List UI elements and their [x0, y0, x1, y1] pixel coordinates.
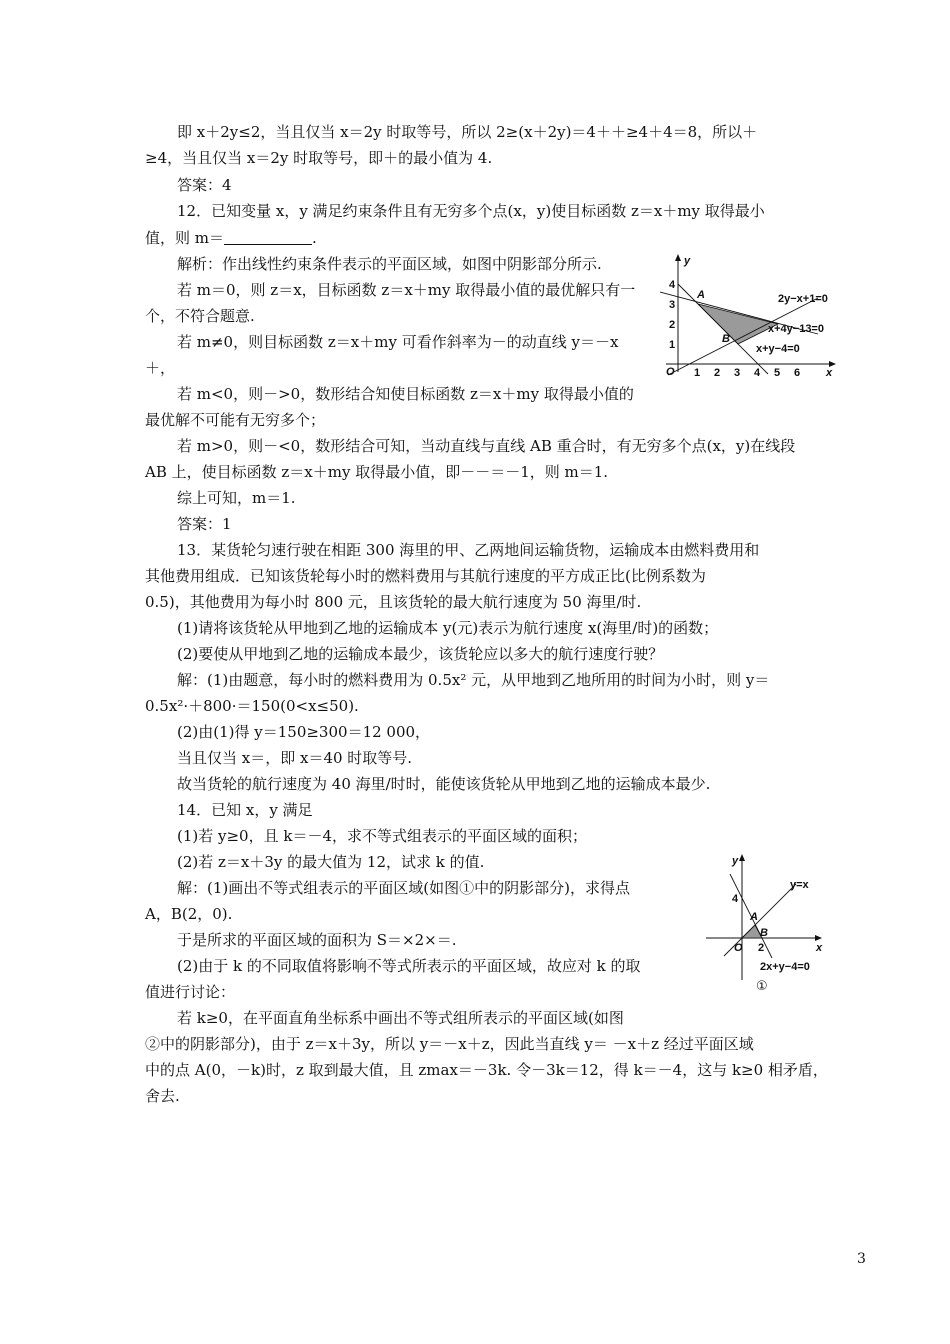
text-line: 若 m<0，则－>0，数形结合知使目标函数 z＝x＋my 取得最小值的: [177, 385, 634, 403]
figure-linear-region: [660, 254, 840, 376]
text-line: (2)要使从甲地到乙地的运输成本最少，该货轮应以多大的航行速度行驶？: [177, 645, 664, 663]
text-line: 若 m>0，则－<0，数形结合可知，当动直线与直线 AB 重合时，有无穷多个点(x，y)在线段: [177, 437, 796, 455]
text-line: (1)若 y≥0，且 k＝－4，求不等式组表示的平面区域的面积；: [177, 827, 588, 845]
shaded-region: [698, 304, 778, 344]
ytick-3: 3: [669, 299, 676, 311]
text-line: 故当货轮的航行速度为 40 海里/时时，能使该货轮从甲地到乙地的运输成本最少.: [177, 775, 711, 793]
ytick-4: 4: [732, 893, 739, 905]
axis-y-label: y: [732, 855, 739, 867]
text-line: (2)由于 k 的不同取值将影响不等式所表示的平面区域，故应对 k 的取: [177, 957, 641, 975]
text-line: 即 x＋2y≤2，当且仅当 x＝2y 时取等号，所以 2≥(x＋2y)＝4＋＋≥4＋4＝8，所以＋: [177, 123, 758, 141]
text-line: A，B(2，0).: [145, 905, 233, 923]
ytick-1: 1: [669, 339, 676, 351]
text-line: AB 上，使目标函数 z＝x＋my 取得最小值，即－－＝－1，则 m＝1.: [145, 463, 609, 481]
text-line: ②中的阴影部分)，由于 z＝x＋3y，所以 y＝－x＋z，因此当直线 y＝ －x＋z 经过平面区域: [145, 1035, 754, 1053]
ytick-2: 2: [669, 319, 676, 331]
line-yx-label: y=x: [790, 879, 809, 891]
text-line: 中的点 A(0，－k)时，z 取到最大值，且 zmax＝－3k. 令－3k＝12，得 k＝－4，这与 k≥0 相矛盾，: [145, 1061, 828, 1079]
figure-caption: ①: [756, 978, 768, 993]
text-line: 解：(1)由题意，每小时的燃料费用为 0.5x² 元，从甲地到乙地所用的时间为小时，则 y＝: [177, 671, 770, 689]
xtick-5: 5: [774, 367, 781, 376]
text-line: 答案：4: [177, 176, 232, 194]
text-line: 解析：作出线性约束条件表示的平面区域，如图中阴影部分所示.: [177, 255, 602, 273]
axis-x-label: x: [816, 942, 823, 954]
text-line: 12．已知变量 x，y 满足约束条件且有无穷多个点(x，y)使目标函数 z＝x＋my 取得最小: [177, 202, 765, 220]
text-line: (1)请将该货轮从甲地到乙地的运输成本 y(元)表示为航行速度 x(海里/时)的函数；: [177, 619, 719, 637]
line1-label: 2y−x+1=0: [778, 293, 828, 305]
text-line: 0.5x²·＋800·＝150(0<x≤50).: [145, 697, 359, 715]
axis-x-label: x: [826, 367, 833, 376]
ytick-4: 4: [669, 279, 676, 291]
xtick-2: 2: [714, 367, 721, 376]
text-line: ＋，: [145, 359, 176, 377]
line3-label: x+y−4=0: [756, 343, 800, 355]
origin-label: O: [666, 366, 675, 376]
page-number: 3: [857, 1251, 866, 1267]
text-line: 若 m＝0，则 z＝x，目标函数 z＝x＋my 取得最小值的最优解只有一: [177, 281, 636, 299]
xtick-1: 1: [694, 367, 701, 376]
text-line: ≥4，当且仅当 x＝2y 时取等号，即＋的最小值为 4.: [145, 149, 493, 167]
xtick-4: 4: [754, 367, 761, 376]
text-line: 值，则 m＝ .: [145, 229, 317, 247]
text-line: 0.5)，其他费用为每小时 800 元，且该货轮的最大航行速度为 50 海里/时.: [145, 593, 642, 611]
text-line: 若 k≥0，在平面直角坐标系中画出不等式组所表示的平面区域(如图: [177, 1009, 624, 1027]
text-line: 综上可知，m＝1.: [177, 489, 296, 507]
text-line: 解：(1)画出不等式组表示的平面区域(如图①中的阴影部分)，求得点: [177, 879, 630, 897]
text-line: 答案：1: [177, 515, 232, 533]
text-line: 最优解不可能有无穷多个；: [145, 411, 326, 429]
point-a-label: A: [750, 911, 758, 923]
axis-y-label: y: [684, 255, 691, 267]
xtick-6: 6: [794, 367, 801, 376]
text-line: (2)若 z＝x＋3y 的最大值为 12，试求 k 的值.: [177, 853, 485, 871]
point-b-label: B: [760, 927, 768, 939]
line-b-label: 2x+y−4=0: [760, 961, 810, 973]
answer-blank: [224, 230, 312, 245]
text-line: 14．已知 x，y 满足: [177, 801, 313, 819]
text-line: 个，不符合题意.: [145, 307, 255, 325]
text-line: 13．某货轮匀速行驶在相距 300 海里的甲、乙两地间运输货物，运输成本由燃料费用和: [177, 541, 760, 559]
xtick-3: 3: [734, 367, 741, 376]
point-a-label: A: [697, 289, 705, 301]
figure-region-14: [704, 852, 830, 1000]
text-line: 舍去.: [145, 1087, 180, 1105]
line-2y-x-1: [668, 298, 818, 375]
origin-label: O: [734, 942, 743, 954]
xtick-2: 2: [758, 942, 765, 954]
text-line: 于是所求的平面区域的面积为 S＝×2×＝.: [177, 931, 457, 949]
line2-label: x+4y−13=0: [768, 323, 824, 335]
point-b-label: B: [722, 333, 730, 345]
text-line: 值进行讨论：: [145, 983, 236, 1001]
text-line: 当且仅当 x＝，即 x＝40 时取等号.: [177, 749, 413, 767]
text-line: (2)由(1)得 y＝150≥300＝12 000，: [177, 723, 431, 741]
text-line: 其他费用组成．已知该货轮每小时的燃料费用与其航行速度的平方成正比(比例系数为: [145, 567, 706, 585]
text-line: 若 m≠0，则目标函数 z＝x＋my 可看作斜率为－的动直线 y＝－x: [177, 333, 619, 351]
